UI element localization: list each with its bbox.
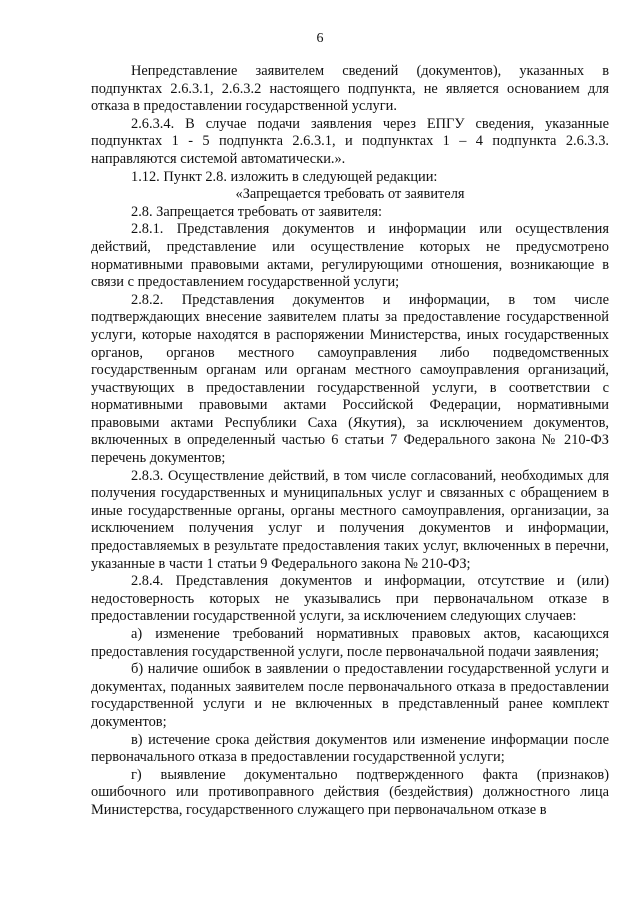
paragraph-1-12: 1.12. Пункт 2.8. изложить в следующей редакции: <box>131 168 438 185</box>
paragraph-2-6-3-4: 2.6.3.4. В случае подачи заявления через ЕПГУ сведения, указанные подпунктах 1 - 5 подпункта 2.6.3.1, и подпунктах 1 – 4 подпункта 2.6.3.3. направляются системой автоматически.». <box>91 115 609 167</box>
paragraph-2-8-2: 2.8.2. Представления документов и информации, в том числе подтверждающих внесение заявителем платы за предоставление государственной услуги, которые находятся в распоряжении Министерства, иных государственных органов, органов местного самоуправления либо подведомственных государственным органам или органам местного самоуправления организаций, участвующих в предоставлении государственной услуги, в соответствии с нормативными правовыми актами Российской Федерации, нормативными правовыми актами Республики Саха (Якутия), за исключением документов, включенных в определенный частью 6 статьи 7 Федерального закона № 210-ФЗ перечень документов; <box>91 291 609 467</box>
list-item-b: б) наличие ошибок в заявлении о предоставлении государственной услуги и документах, поданных заявителем после первоначального отказа в предоставлении государственной услуги и не включенных в представленный ранее комплект документов; <box>91 661 609 730</box>
list-item-a: а) изменение требований нормативных правовых актов, касающихся предоставления государственной услуги, после первоначальной подачи заявления; <box>91 626 609 660</box>
paragraph-2-8-1: 2.8.1. Представления документов и информации или осуществления действий, представление или осуществление которых не предусмотрено нормативными правовыми актами, регулирующими отношения, возникающие в связи с предоставлением государственной услуги; <box>91 221 609 291</box>
list-item-g: г) выявление документально подтвержденного факта (признаков) ошибочного или противоправного действия (бездействия) должностного лица Министерства, государственного служащего при первоначальном отказе в <box>91 766 609 818</box>
document-body <box>91 63 609 820</box>
list-item-v: в) истечение срока действия документов или изменение информации после первоначального отказа в предоставлении государственной услуги; <box>91 731 609 766</box>
paragraph-2-8: 2.8. Запрещается требовать от заявителя: <box>131 203 382 220</box>
section-heading: «Запрещается требовать от заявителя <box>235 186 465 203</box>
page-number: 6 <box>316 31 324 46</box>
paragraph-2-8-3: 2.8.3. Осуществление действий, в том числе согласований, необходимых для получения государственных и муниципальных услуг и связанных с обращением в иные государственные органы, органы местного самоуправления, организации, за исключением получения услуг и получения документов и информации, предоставляемых в результате предоставления таких услуг, включенных в перечни, указанные в части 1 статьи 9 Федерального закона № 210-ФЗ; <box>91 467 609 572</box>
paragraph-2-8-4: 2.8.4. Представления документов и информации, отсутствие и (или) недостоверность которых не указывались при первоначальном отказе в предоставлении государственной услуги, за исключением следующих случаев: <box>91 573 609 625</box>
paragraph-nonsubmission-note: Непредставление заявителем сведений (документов), указанных в подпунктах 2.6.3.1, 2.6.3.2 настоящего подпункта, не является основанием для отказа в предоставлении государственной услуги. <box>91 63 609 115</box>
